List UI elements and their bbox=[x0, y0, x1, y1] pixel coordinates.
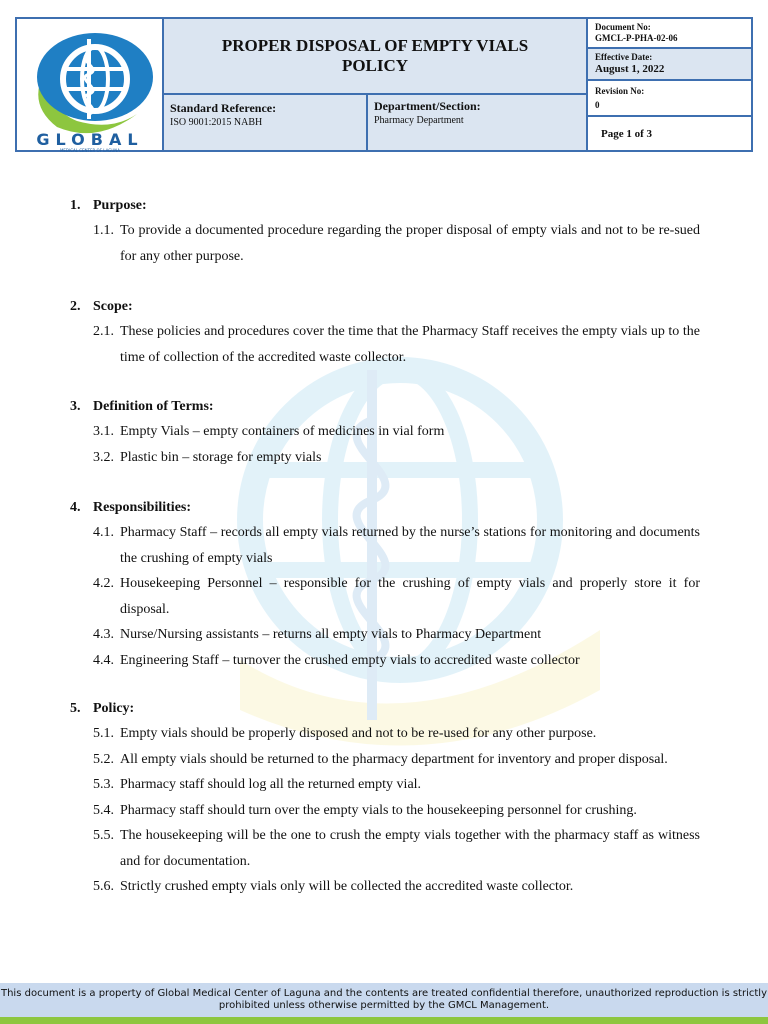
department-value: Pharmacy Department bbox=[374, 115, 464, 126]
list-item: 3.2. Plastic bin – storage for empty vials bbox=[93, 449, 322, 465]
logo-subtext: MEDICAL CENTER OF LAGUNA bbox=[59, 148, 121, 153]
list-item: 3.1. Empty Vials – empty containers of medicines in vial form bbox=[93, 424, 445, 439]
document-no-label: Document No: bbox=[595, 22, 651, 32]
revision-no-cell bbox=[588, 81, 751, 117]
section-purpose bbox=[70, 193, 700, 269]
department-label: Department/Section: bbox=[374, 99, 481, 113]
list-item: 1.1. To provide a documented procedure regarding the proper disposal of empty vials and not to be re-sued for any other purpose. bbox=[93, 223, 700, 264]
section-title: 1. Purpose: bbox=[70, 198, 147, 213]
section-title: 4. Responsibilities: bbox=[70, 500, 192, 515]
list-item: 5.2. All empty vials should be returned to the pharmacy department for inventory and proper disposal. bbox=[93, 751, 668, 767]
section-definition-of-terms bbox=[70, 394, 700, 470]
confidentiality-footer bbox=[0, 983, 768, 1017]
list-item: 4.2. Housekeeping Personnel – responsible for the crushing of empty vials and properly store it for disposal. bbox=[93, 576, 700, 617]
document-header bbox=[15, 17, 753, 152]
standard-reference-value: ISO 9001:2015 NABH bbox=[170, 117, 263, 128]
list-item: 4.3. Nurse/Nursing assistants – returns all empty vials to Pharmacy Department bbox=[93, 627, 542, 642]
list-item: 5.1. Empty vials should be properly disposed and not to be re-used for any other purpose. bbox=[93, 726, 597, 741]
page-number: Page 1 of 3 bbox=[601, 127, 653, 140]
section-scope bbox=[70, 294, 700, 370]
section-responsibilities bbox=[70, 495, 700, 673]
title-cell bbox=[164, 19, 588, 95]
document-no-value: GMCL-P-PHA-02-06 bbox=[595, 33, 678, 43]
revision-no-label: Revision No: bbox=[595, 86, 645, 96]
logo-text: GLOBAL bbox=[36, 130, 144, 149]
page-number-cell bbox=[588, 117, 751, 150]
footer-text: This document is a property of Global Medical Center of Laguna and the contents are treated confidential therefore, unauthorized reproduction is strictly prohibited unless otherwise permitted by the GMCL Management. bbox=[0, 988, 767, 1011]
list-item: 4.4. Engineering Staff – turnover the crushed empty vials to accredited waste collector bbox=[93, 652, 580, 668]
global-logo-icon bbox=[17, 19, 164, 153]
effective-date-cell bbox=[588, 49, 751, 81]
list-item: 5.5. The housekeeping will be the one to crush the empty vials together with the pharmacy staff as witness and for documentation. bbox=[93, 828, 700, 869]
standard-reference-label: Standard Reference: bbox=[170, 101, 277, 115]
list-item: 5.4. Pharmacy staff should turn over the empty vials to the housekeeping personnel for crushing. bbox=[93, 802, 637, 818]
document-title: PROPER DISPOSAL OF EMPTY VIALS POLICY bbox=[221, 36, 529, 75]
section-title: 2. Scope: bbox=[70, 299, 133, 314]
list-item: 4.1. Pharmacy Staff – records all empty vials returned by the nurse’s stations for monitoring and documents the crushing of empty vials bbox=[93, 525, 700, 566]
effective-date-label: Effective Date: bbox=[595, 52, 653, 62]
list-item: 5.6. Strictly crushed empty vials only will be collected the accredited waste collector. bbox=[93, 879, 574, 894]
department-cell bbox=[368, 95, 588, 150]
section-title: 3. Definition of Terms: bbox=[70, 399, 214, 414]
list-item: 2.1. These policies and procedures cover the time that the Pharmacy Staff receives the empty vials up to the time of collection of the accredited waste collector. bbox=[93, 324, 700, 365]
logo-cell bbox=[17, 19, 164, 153]
revision-no-value: 0 bbox=[595, 100, 600, 110]
footer-accent-bar bbox=[0, 1017, 768, 1024]
section-title: 5. Policy: bbox=[70, 701, 135, 716]
section-policy bbox=[70, 696, 700, 900]
effective-date-value: August 1, 2022 bbox=[595, 63, 665, 75]
standard-reference-cell bbox=[164, 95, 368, 150]
document-no-cell bbox=[588, 19, 751, 49]
list-item: 5.3. Pharmacy staff should log all the returned empty vial. bbox=[93, 777, 422, 792]
